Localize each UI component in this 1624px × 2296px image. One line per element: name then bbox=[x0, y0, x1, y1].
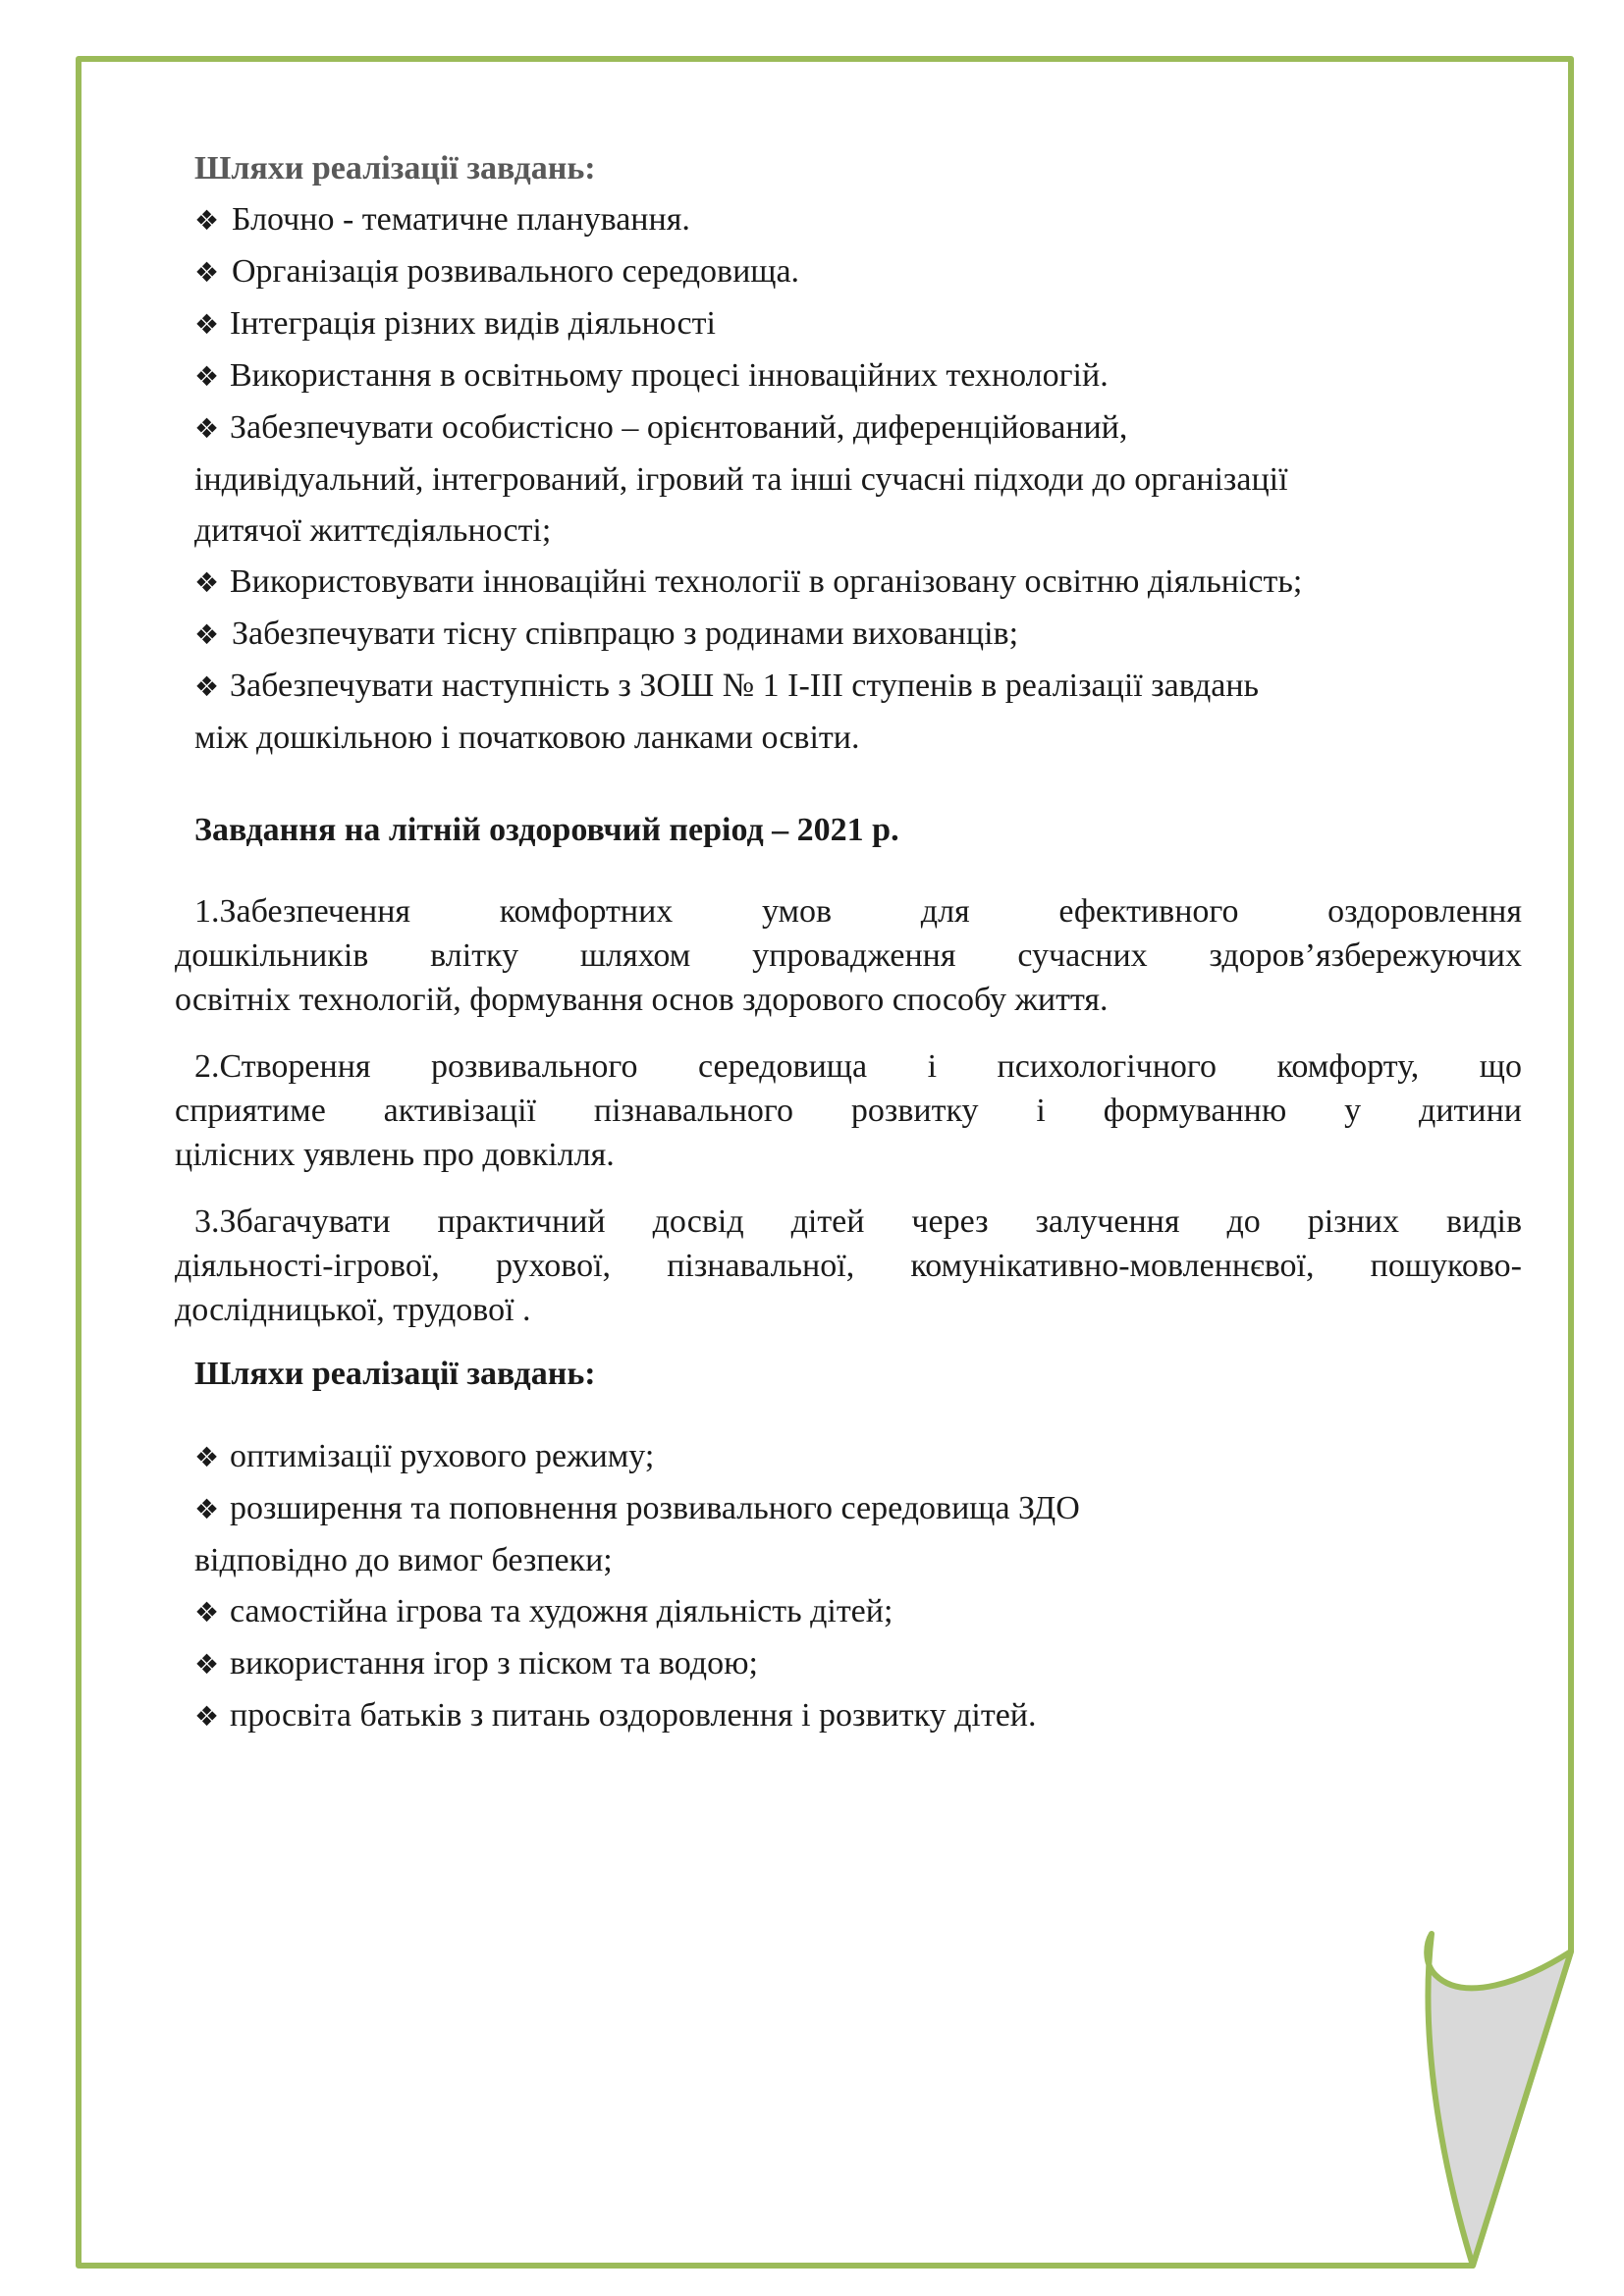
task-paragraph: 3.Збагачувати практичний досвід дітей через залучення до різних видів діяльності-ігрової, рухової, пізнавальної, комунікативно-мовленнєвої, пошуково- дослідницької, трудової . bbox=[175, 1203, 1522, 1328]
list-item: ❖ Використання в освітньому процесі інноваційних технологій. bbox=[194, 350, 1302, 402]
diamond-bullet-icon: ❖ bbox=[194, 1648, 220, 1681]
list-item: ❖ Використовувати інноваційні технології в організовану освітню діяльність; bbox=[194, 557, 1302, 609]
list-item: ❖ самостійна ігрова та художня діяльність дітей; bbox=[194, 1586, 1080, 1638]
section2-heading: Завдання на літній оздоровчий період – 2021 р. bbox=[194, 812, 899, 848]
list-item: ❖ розширення та поповнення розвивального середовища ЗДО bbox=[194, 1483, 1080, 1535]
list-item-continuation: дитячої життєдіяльності; bbox=[194, 512, 552, 549]
list-item: ❖ Блочно - тематичне планування. bbox=[194, 194, 1302, 246]
task-paragraph: 2.Створення розвивального середовища і психологічного комфорту, що сприятиме активізації пізнавального розвитку і формуванню у дитини цілісних уявлень про довкілля. bbox=[175, 1048, 1522, 1173]
diamond-bullet-icon: ❖ bbox=[194, 618, 220, 651]
list-item: ❖ Забезпечувати тісну співпрацю з родинами вихованців; bbox=[194, 609, 1302, 661]
diamond-bullet-icon: ❖ bbox=[194, 1700, 220, 1733]
list-item: ❖ використання ігор з піском та водою; bbox=[194, 1638, 1080, 1690]
diamond-bullet-icon: ❖ bbox=[194, 256, 220, 289]
list-item-continuation: між дошкільною і початковою ланками освіти. bbox=[194, 720, 860, 756]
diamond-bullet-icon: ❖ bbox=[194, 204, 220, 237]
list-item-continuation: відповідно до вимог безпеки; bbox=[194, 1542, 613, 1578]
diamond-bullet-icon: ❖ bbox=[194, 360, 220, 393]
list-item: ❖ Інтеграція різних видів діяльності bbox=[194, 298, 1302, 350]
list-item: ❖ просвіта батьків з питань оздоровлення і розвитку дітей. bbox=[194, 1690, 1080, 1742]
diamond-bullet-icon: ❖ bbox=[194, 1596, 220, 1629]
list-item: ❖ Забезпечувати особистісно – орієнтований, диференційований, bbox=[194, 402, 1302, 454]
list-item: ❖ Забезпечувати наступність з ЗОШ № 1 І-ІІІ ступенів в реалізації завдань bbox=[194, 661, 1302, 713]
section3-list bbox=[194, 1431, 1080, 1742]
section1-heading: Шляхи реалізації завдань: bbox=[194, 150, 596, 187]
list-item: ❖ Організація розвивального середовища. bbox=[194, 246, 1302, 298]
page-curl bbox=[1427, 1934, 1571, 2266]
diamond-bullet-icon: ❖ bbox=[194, 566, 220, 599]
task-paragraph: 1.Забезпечення комфортних умов для ефективного оздоровлення дошкільників влітку шляхом упровадження сучасних здоров’язбережуючих освітніх технологій, формування основ здорового способу життя. bbox=[175, 893, 1522, 1018]
diamond-bullet-icon: ❖ bbox=[194, 1493, 220, 1525]
list-item-continuation: індивідуальний, інтегрований, ігровий та інші сучасні підходи до організації bbox=[194, 461, 1288, 498]
diamond-bullet-icon: ❖ bbox=[194, 670, 220, 703]
diamond-bullet-icon: ❖ bbox=[194, 412, 220, 445]
diamond-bullet-icon: ❖ bbox=[194, 1441, 220, 1473]
diamond-bullet-icon: ❖ bbox=[194, 308, 220, 341]
list-item: ❖ оптимізації рухового режиму; bbox=[194, 1431, 1080, 1483]
section3-heading: Шляхи реалізації завдань: bbox=[194, 1356, 596, 1392]
section1-list bbox=[194, 194, 1302, 764]
